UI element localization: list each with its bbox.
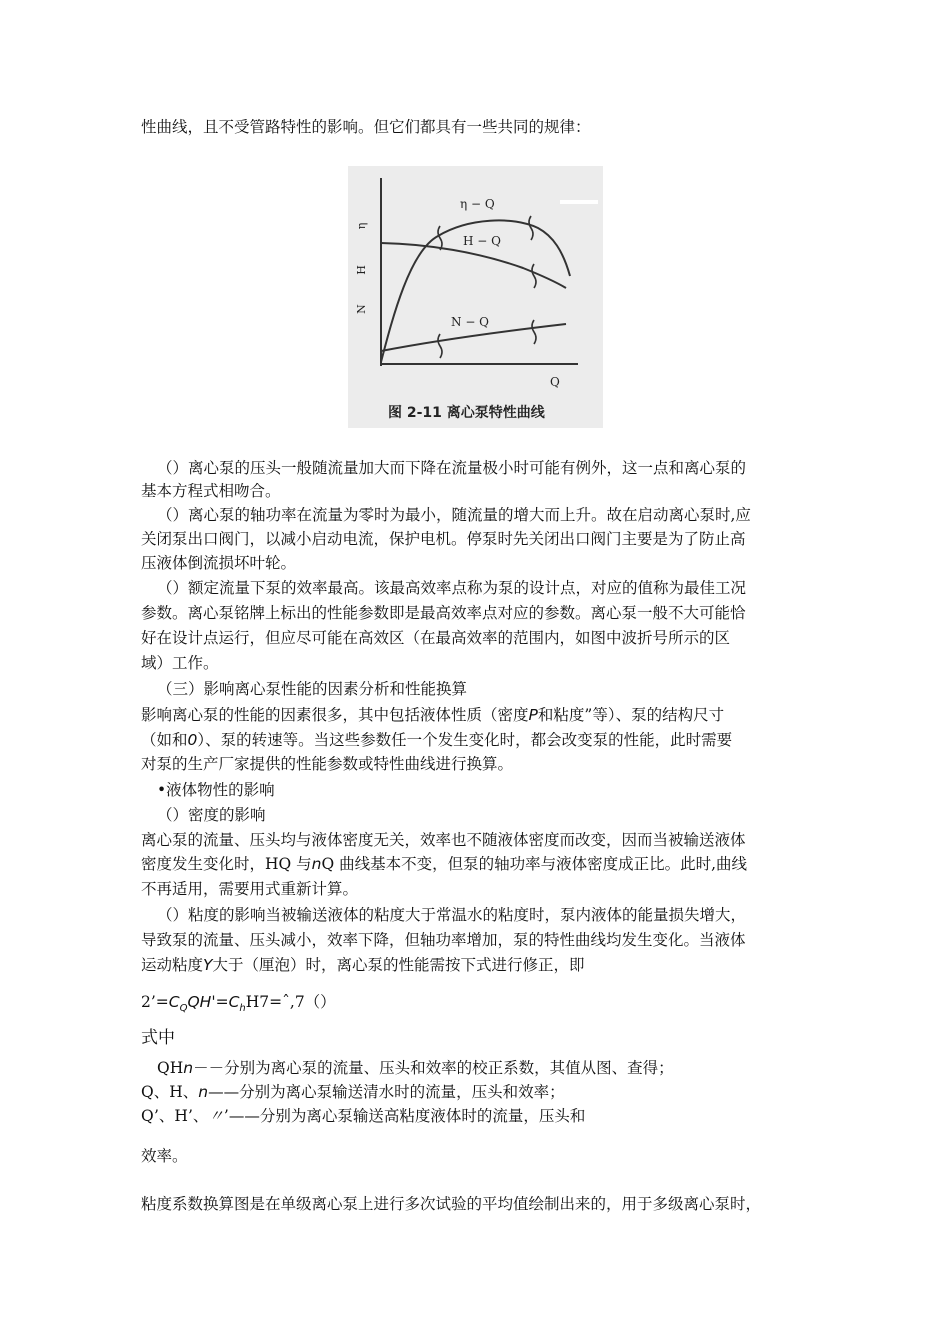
eta-tick-left <box>438 226 442 250</box>
formula: $2’=C_QQH'=C_hH7=ˆ,7()$ <box>141 993 336 1015</box>
p3-line-3: 好在设计点运行，但应尽可能在高效区（在最高效率的范围内，如图中波折号所示的区 <box>141 629 731 647</box>
head-curve <box>381 243 566 288</box>
bullet-line: •液体物性的影响 <box>157 781 275 799</box>
intro-line: 性曲线，且不受管路特性的影响。但它们都具有一些共同的规律： <box>141 118 591 136</box>
section-title: （三）影响离心泵性能的因素分析和性能换算 <box>157 680 468 698</box>
p3-line-1: （）额定流量下泵的效率最高。该最高效率点称为泵的设计点，对应的值称为最佳工况 <box>157 579 747 597</box>
power-curve-label: N − Q <box>451 315 490 329</box>
p2-line-3: 压液体倒流损坏叶轮。 <box>141 554 297 572</box>
p1-line-2: 基本方程式相吻合。 <box>141 482 281 500</box>
p4-line-2: （如和0）、泵的转速等。当这些参数任一个发生变化时，都会改变泵的性能，此时需要 <box>141 731 733 749</box>
y-axis-label-h: H <box>355 265 368 275</box>
p5-line-1: 离心泵的流量、压头均与液体密度无关，效率也不随液体密度而改变，因而当被输送液体 <box>141 831 746 849</box>
p4-line-3: 对泵的生产厂家提供的性能参数或特性曲线进行换算。 <box>141 755 514 773</box>
pump-characteristic-figure <box>348 166 603 428</box>
x-axis-label: Q <box>550 375 560 389</box>
last-line: 粘度系数换算图是在单级离心泵上进行多次试验的平均值绘制出来的，用于多级离心泵时， <box>141 1195 762 1213</box>
power-tick-left <box>438 334 442 358</box>
def-line-2: Q、H、n——分别为离心泵输送清水时的流量，压头和效率； <box>141 1083 565 1101</box>
p5-line-3: 不再适用，需要用式重新计算。 <box>141 880 359 898</box>
eta-curve-label: η − Q <box>460 197 495 211</box>
power-tick-right <box>532 320 536 344</box>
p1-line-1: （）离心泵的压头一般随流量加大而下降在流量极小时可能有例外，这一点和离心泵的 <box>157 459 747 477</box>
eta-tick-right <box>529 216 533 240</box>
p3-line-2: 参数。离心泵铭牌上标出的性能参数即是最高效率点对应的参数。离心泵一般不大可能恰 <box>141 604 746 622</box>
where-label: 式中 <box>141 1028 175 1048</box>
figure-caption: 图 2-11 离心泵特性曲线 <box>388 405 545 421</box>
p6-line-2: 导致泵的流量、压头减小，效率下降，但轴功率增加，泵的特性曲线均发生变化。当液体 <box>141 931 746 949</box>
density-title: （）密度的影响 <box>157 806 266 824</box>
p4-line-1: 影响离心泵的性能的因素很多，其中包括液体性质（密度P和粘度”等）、泵的结构尺寸 <box>141 706 725 724</box>
p2-line-2: 关闭泵出口阀门，以减小启动电流，保护电机。停泵时先关闭出口阀门主要是为了防止高 <box>141 530 746 548</box>
def-line-1: QHn－－分别为离心泵的流量、压头和效率的校正系数，其值从图、查得； <box>157 1059 674 1077</box>
p2-line-1: （）离心泵的轴功率在流量为零时为最小，随流量的增大而上升。故在启动离心泵时,应 <box>157 506 751 524</box>
characteristic-chart <box>348 166 603 428</box>
y-axis-label-eta: η <box>355 222 368 230</box>
p5-line-2: 密度发生变化时，HQ 与nQ 曲线基本不变，但泵的轴功率与液体密度成正比。此时,曲线 <box>141 855 748 873</box>
head-curve-label: H − Q <box>463 234 501 248</box>
def-line-3-cont: 效率。 <box>141 1147 188 1165</box>
p6-line-3: 运动粘度Y大于（厘泡）时，离心泵的性能需按下式进行修正，即 <box>141 956 585 974</box>
head-tick-right <box>532 264 536 288</box>
y-axis-label-n: N <box>355 304 368 314</box>
p3-line-4: 域）工作。 <box>141 654 219 672</box>
def-line-3: Q’、H’、〃’——分别为离心泵输送高粘度液体时的流量，压头和 <box>141 1107 586 1125</box>
p6-line-1: （）粘度的影响当被输送液体的粘度大于常温水的粘度时，泵内液体的能量损失增大， <box>157 906 747 924</box>
